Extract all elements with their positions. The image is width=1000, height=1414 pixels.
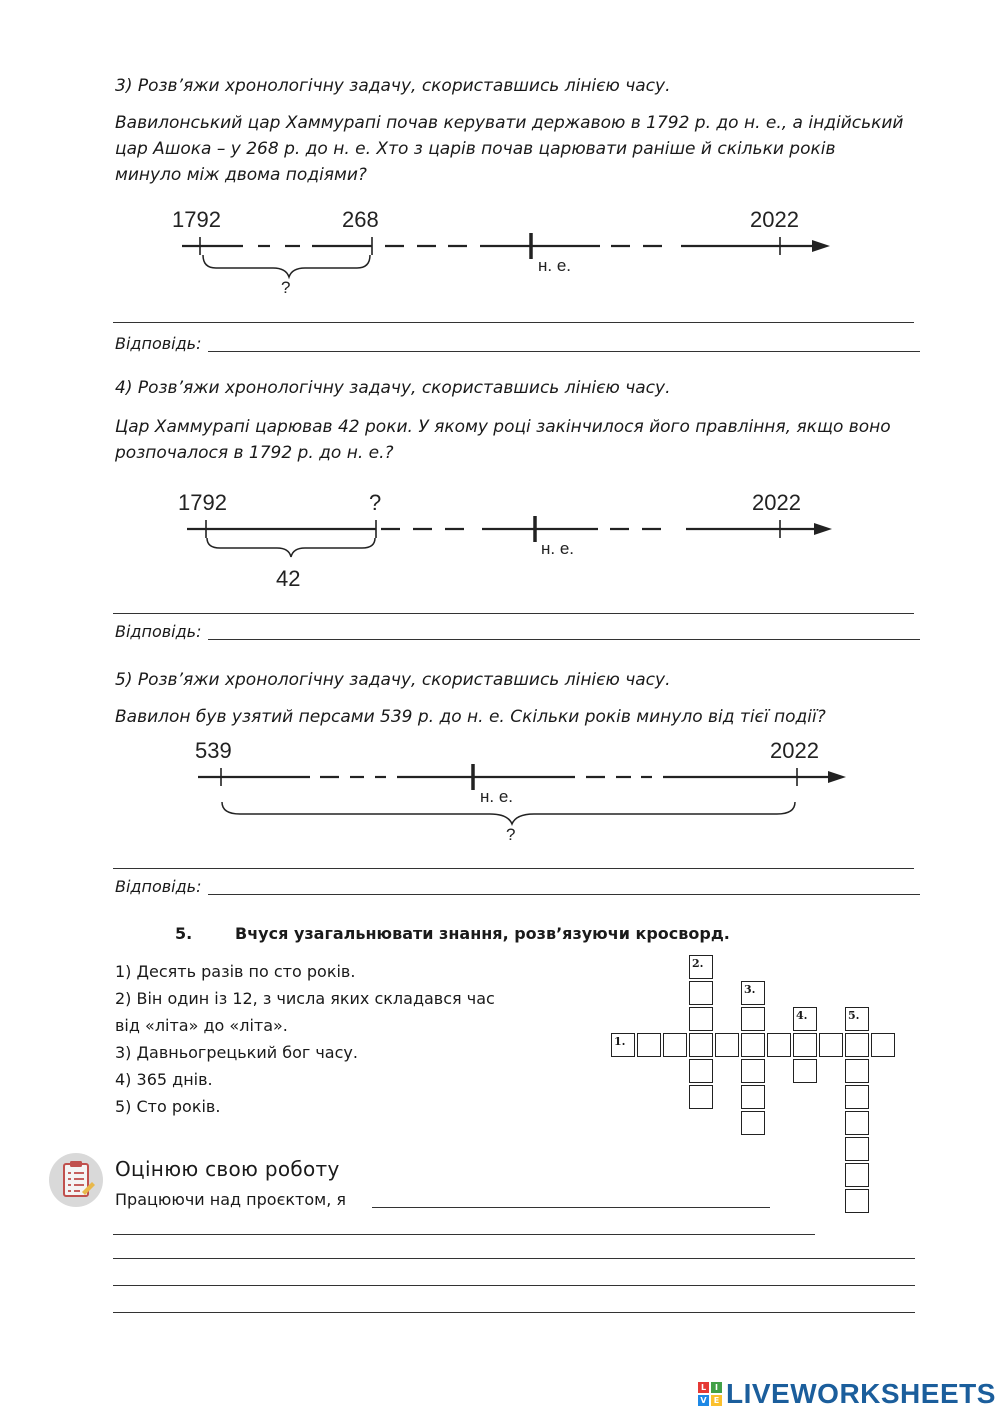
task5-text: [115, 704, 935, 730]
self-assessment-input[interactable]: [372, 1186, 770, 1208]
answer-extra-line: [113, 613, 914, 614]
crossword-cell[interactable]: [741, 1059, 765, 1083]
cell-number: 4.: [796, 1009, 808, 1022]
task5-title: 5) Розв’яжи хронологічну задачу, скориставшись лінією часу.: [115, 670, 671, 690]
crossword-cell[interactable]: [845, 1111, 869, 1135]
logo-letter: V: [698, 1395, 709, 1406]
clue-item: 5) Сто років.: [115, 1097, 221, 1116]
answer-extra-line: [113, 868, 914, 869]
answer-label: Відповідь:: [115, 334, 202, 353]
label-2022: 2022: [770, 738, 819, 763]
task3-title: 3) Розв’яжи хронологічну задачу, скориставшись лінією часу.: [115, 76, 671, 96]
crossword-clues: [115, 958, 545, 1120]
self-assessment-title: Оцінюю свою роботу: [115, 1157, 340, 1181]
label-1792: 1792: [178, 490, 227, 515]
brace-label: ?: [506, 825, 516, 844]
brace: [203, 255, 370, 277]
writing-line: [113, 1285, 915, 1286]
clue-item: 3) Давньогрецький бог часу.: [115, 1043, 358, 1062]
clipboard-icon: [48, 1152, 104, 1208]
arrow-head: [814, 523, 832, 535]
cell-number: 3.: [744, 983, 756, 996]
task4-text-line: розпочалося в 1792 р. до н. е.?: [115, 443, 394, 463]
task5-text-line: Вавилон був узятий персами 539 р. до н. е. Скільки років минуло від тієї події?: [115, 707, 826, 727]
crossword-cell[interactable]: [871, 1033, 895, 1057]
answer-extra-line: [113, 322, 914, 323]
crossword-cell[interactable]: [845, 1033, 869, 1057]
brace-label: ?: [281, 278, 291, 297]
label-1792: 1792: [172, 207, 221, 232]
logo-mark: [698, 1382, 722, 1406]
self-assessment-prompt: Працюючи над проєктом, я: [115, 1190, 346, 1209]
clue-item: 4) 365 днів.: [115, 1070, 213, 1089]
writing-line: [113, 1234, 815, 1235]
label-era: н. е.: [480, 787, 514, 806]
clue-item: від «літа» до «літа».: [115, 1016, 288, 1035]
task4-text-line: Цар Хаммурапі царював 42 роки. У якому році закінчилося його правління, якщо воно: [115, 417, 891, 437]
task3-text-line: цар Ашока – у 268 р. до н. е. Хто з царів почав царювати раніше й скільки років: [115, 139, 836, 159]
crossword-cell[interactable]: [767, 1033, 791, 1057]
crossword-cell[interactable]: [637, 1033, 661, 1057]
crossword-cell[interactable]: [741, 1033, 765, 1057]
crossword-cell[interactable]: [741, 1111, 765, 1135]
answer-label: Відповідь:: [115, 877, 202, 896]
crossword-cell[interactable]: [689, 1033, 713, 1057]
crossword-cell[interactable]: [793, 1059, 817, 1083]
task3-text-line: Вавилонський цар Хаммурапі почав керувати державою в 1792 р. до н. е., а індійський: [115, 113, 904, 133]
cell-number: 1.: [614, 1035, 626, 1048]
crossword-cell[interactable]: [741, 1085, 765, 1109]
crossword-cell[interactable]: [741, 981, 765, 1005]
task4-timeline: [0, 478, 1000, 593]
clue-item: 1) Десять разів по сто років.: [115, 962, 356, 981]
crossword-cell[interactable]: [845, 1137, 869, 1161]
answer-label: Відповідь:: [115, 622, 202, 641]
crossword-cell[interactable]: [689, 981, 713, 1005]
crossword-heading: Вчуся узагальнювати знання, розв’язуючи кросворд.: [235, 924, 730, 943]
clue-item: 2) Він один із 12, з числа яких складався час: [115, 989, 495, 1008]
label-question: ?: [369, 490, 382, 515]
task4-answer-input[interactable]: [208, 618, 920, 640]
logo-letter: L: [698, 1382, 709, 1393]
crossword-cell[interactable]: [611, 1033, 635, 1057]
label-268: 268: [342, 207, 379, 232]
crossword-cell[interactable]: [689, 1059, 713, 1083]
crossword-cell[interactable]: [793, 1007, 817, 1031]
crossword-cell[interactable]: [845, 1059, 869, 1083]
crossword-cell[interactable]: [793, 1033, 817, 1057]
task3-answer-input[interactable]: [208, 330, 920, 352]
task3-timeline: [0, 195, 1000, 305]
logo-wordmark: LIVEWORKSHEETS: [726, 1378, 996, 1409]
crossword-cell[interactable]: [845, 1085, 869, 1109]
brace-label: 42: [276, 566, 301, 591]
task5-timeline: [0, 728, 1000, 853]
logo-letter: I: [711, 1382, 722, 1393]
crossword-cell[interactable]: [689, 1007, 713, 1031]
task4-title: 4) Розв’яжи хронологічну задачу, скориставшись лінією часу.: [115, 378, 671, 398]
crossword-cell[interactable]: [689, 955, 713, 979]
label-2022: 2022: [752, 490, 801, 515]
label-era: н. е.: [541, 539, 575, 558]
task3-text: [115, 110, 935, 188]
label-2022: 2022: [750, 207, 799, 232]
liveworksheets-logo: [698, 1378, 996, 1410]
label-539: 539: [195, 738, 232, 763]
task5-answer-input[interactable]: [208, 873, 920, 895]
brace: [207, 538, 375, 557]
crossword-cell[interactable]: [689, 1085, 713, 1109]
arrow-head: [828, 771, 846, 783]
section-number: 5.: [175, 924, 193, 943]
crossword-cell[interactable]: [845, 1007, 869, 1031]
crossword-cell[interactable]: [819, 1033, 843, 1057]
logo-letter: E: [711, 1395, 722, 1406]
crossword-cell[interactable]: [663, 1033, 687, 1057]
crossword-cell[interactable]: [715, 1033, 739, 1057]
arrow-head: [812, 240, 830, 252]
crossword-cell[interactable]: [741, 1007, 765, 1031]
task3-text-line: минуло між двома подіями?: [115, 165, 367, 185]
label-era: н. е.: [538, 256, 572, 275]
crossword-cell[interactable]: [845, 1189, 869, 1213]
task4-text: [115, 414, 935, 466]
cell-number: 2.: [692, 957, 704, 970]
writing-line: [113, 1258, 915, 1259]
crossword-cell[interactable]: [845, 1163, 869, 1187]
writing-line: [113, 1312, 915, 1313]
cell-number: 5.: [848, 1009, 860, 1022]
